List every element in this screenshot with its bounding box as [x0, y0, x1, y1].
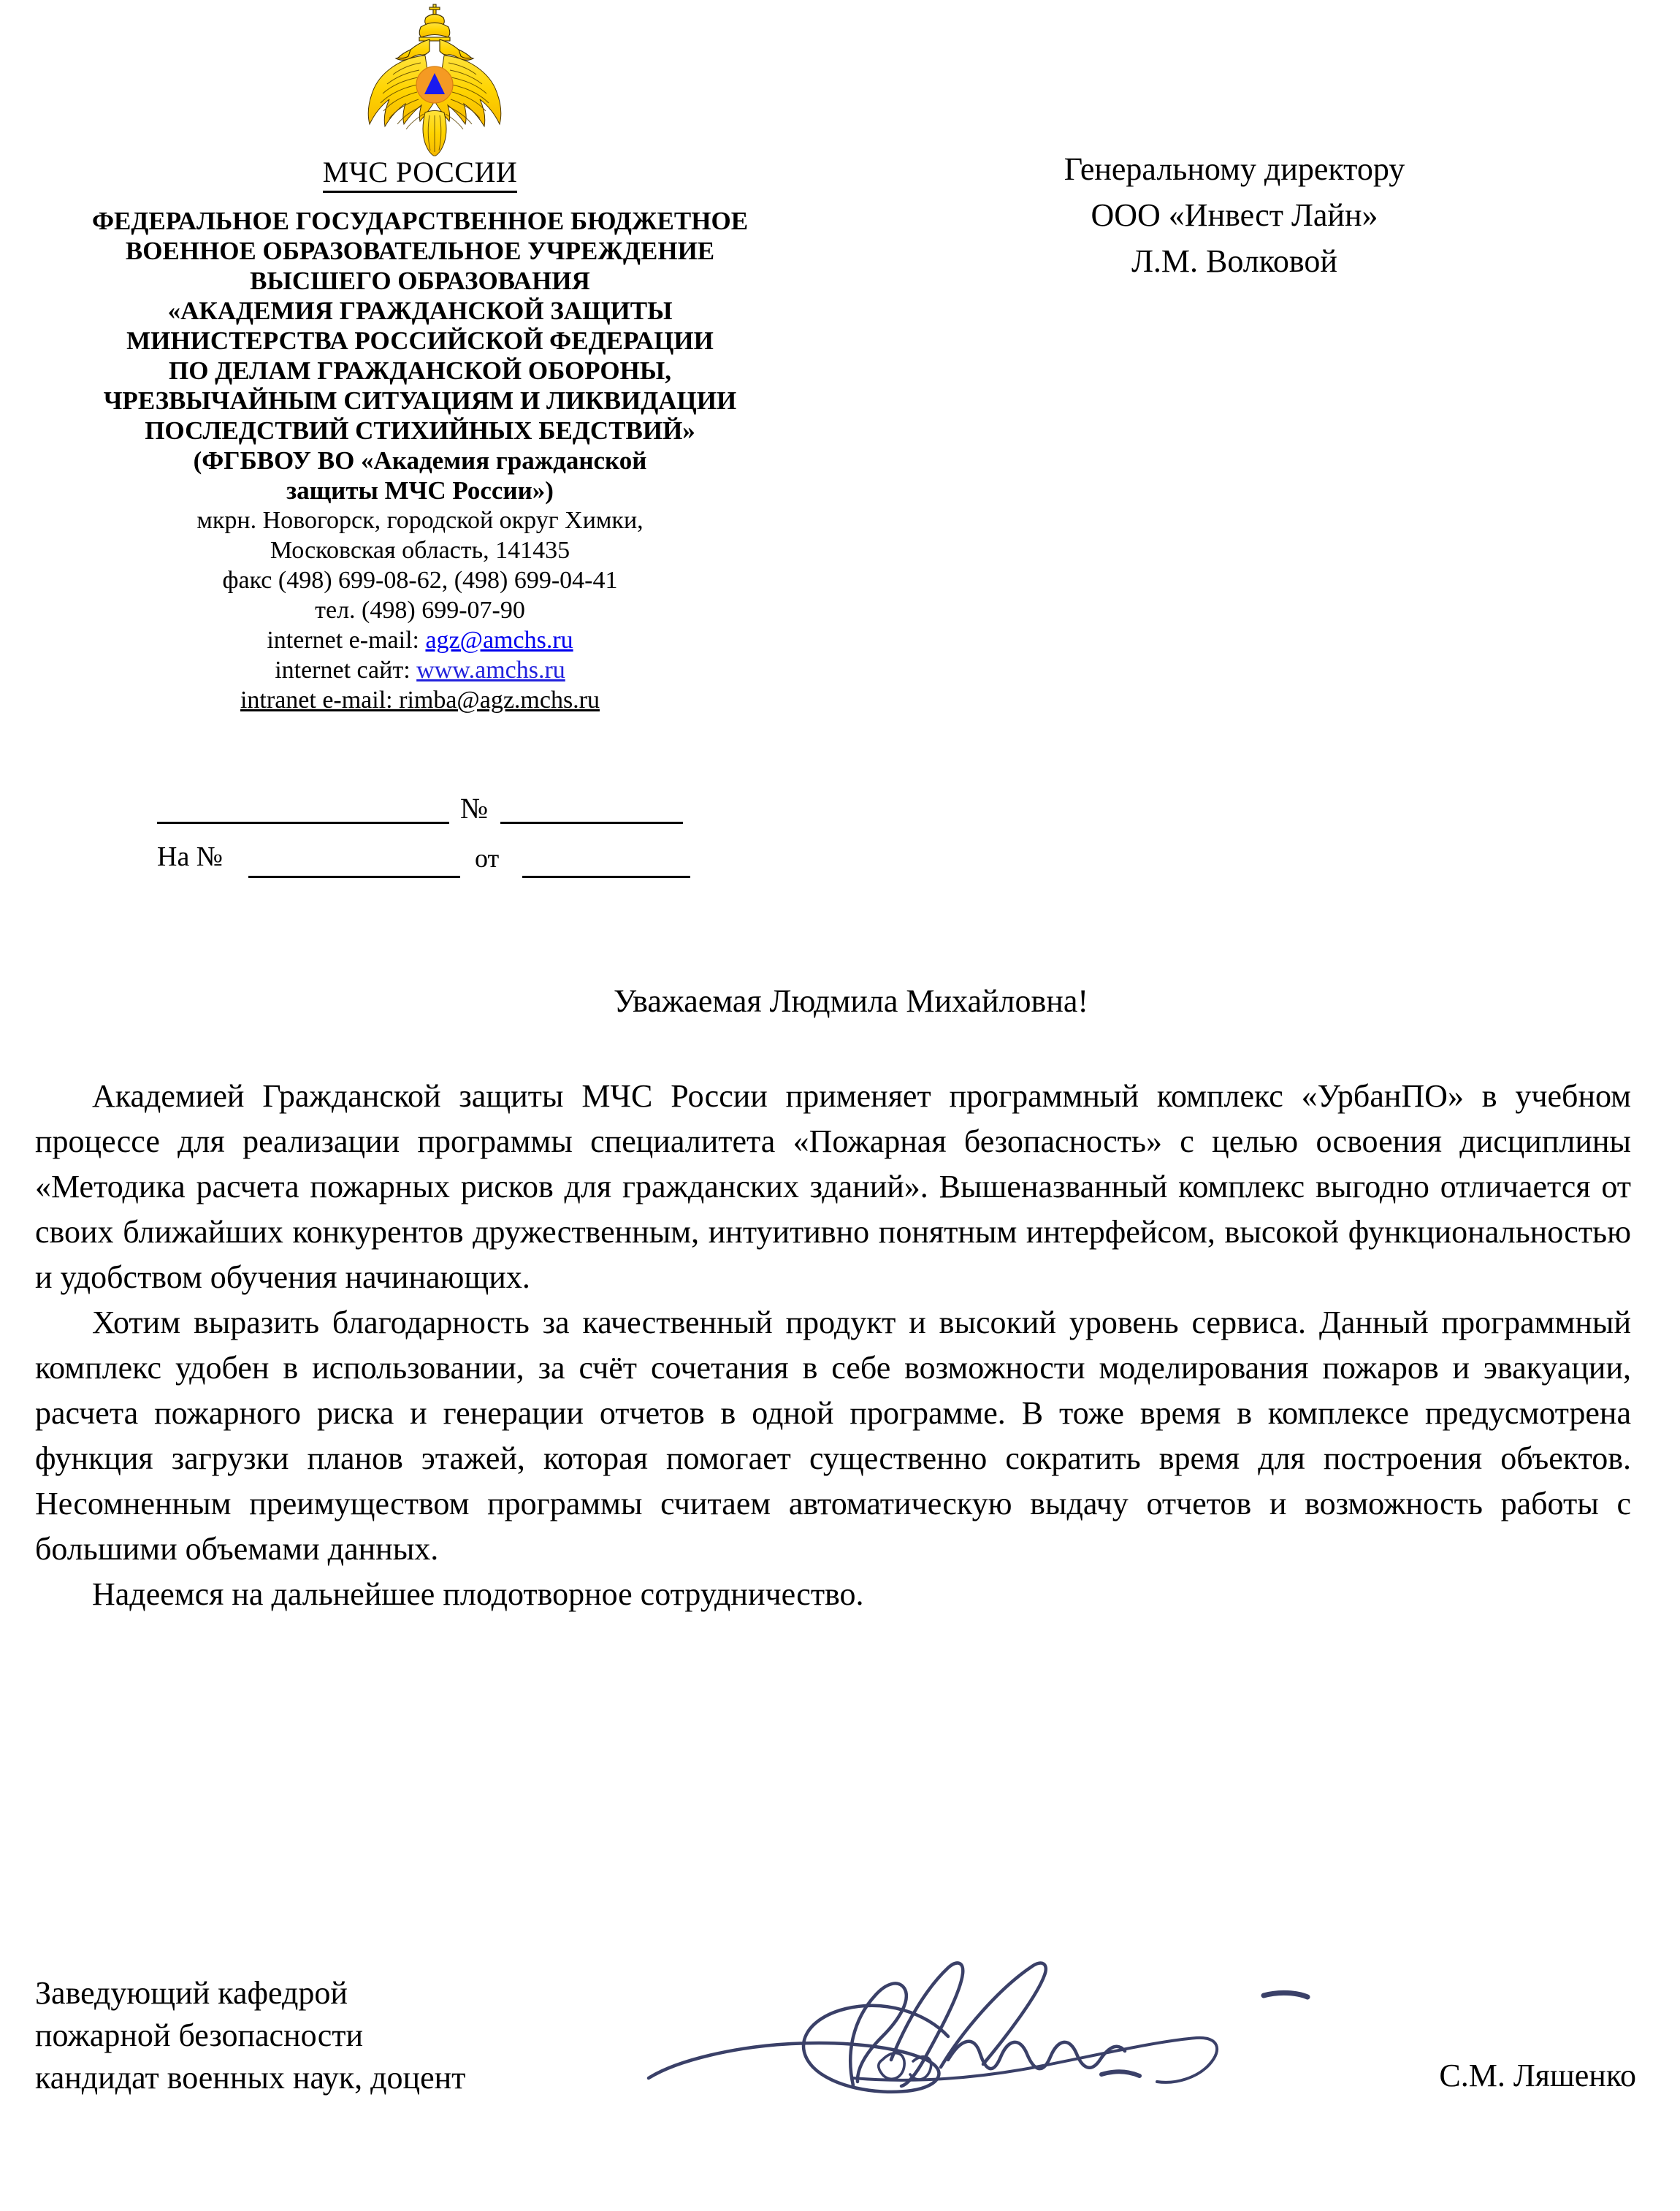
letterhead-line-10: защиты МЧС России») [286, 476, 554, 505]
reference-number-block [0, 793, 840, 879]
outgoing-date-rule[interactable] [157, 822, 449, 824]
intranet-email-text: intranet e-mail: rimba@agz.mchs.ru [240, 687, 600, 714]
letterhead-line-3: ВЫСШЕГО ОБРАЗОВАНИЯ [250, 267, 590, 295]
signature-icon [634, 1950, 1401, 2118]
org-short-title [0, 155, 840, 189]
website-line [15, 655, 825, 685]
letter-paragraph-1: Академией Гражданской защиты МЧС России применяет программный комплекс «УрбанПО» в учебном процессе для реализации программы специалитета «Пожарная безопасность» с целью освоения дисциплины «Методика расчета пожарных рисков для гражданских зданий». Вышеназванный комплекс выгодно отличается от своих ближайших конкурентов дружественным, интуитивно понятным интерфейсом, высокой функциональностью и удобством обучения начинающих. [35, 1078, 1631, 1295]
letter-body [35, 1074, 1631, 1617]
addressee-line-3: Л.М. Волковой [1131, 243, 1337, 279]
mchs-emblem [343, 3, 526, 156]
letterhead-line-4: «АКАДЕМИЯ ГРАЖДАНСКОЙ ЗАЩИТЫ [167, 297, 673, 325]
address-line-1: мкрн. Новогорск, городской округ Химки, [196, 507, 644, 534]
letterhead-line-5: МИНИСТЕРСТВА РОССИЙСКОЙ ФЕДЕРАЦИИ [126, 327, 714, 355]
letter-paragraph-2: Хотим выразить благодарность за качественный продукт и высокий уровень сервиса. Данный программный комплекс удобен в использовании, за счёт сочетания в себе возможности моделирования пожаров и эвакуации, расчета пожарного риска и генерации отчетов в одной программе. В тоже время в комплексе предусмотрена функция загрузки планов этажей, которая помогает существенно сократить время для построения объектов. Несомненным преимуществом программы считаем автоматическую выдачу отчетов и возможность работы с большими объемами данных. [35, 1305, 1631, 1567]
signer-title-line-1: Заведующий кафедрой [35, 1975, 348, 2011]
handwritten-signature [634, 1950, 1401, 2118]
letterhead-line-6: ПО ДЕЛАМ ГРАЖДАНСКОЙ ОБОРОНЫ, [168, 356, 671, 385]
letterhead-block [15, 206, 825, 715]
letterhead-line-8: ПОСЛЕДСТВИЙ СТИХИЙНЫХ БЕДСТВИЙ» [145, 416, 695, 445]
address-phone-line: тел. (498) 699-07-90 [315, 597, 525, 624]
signer-name: С.М. Ляшенко [1439, 2058, 1636, 2093]
outgoing-number-rule[interactable] [500, 822, 683, 824]
greeting-line [0, 982, 1680, 1020]
intranet-email-line [15, 685, 825, 715]
addressee-block [920, 146, 1549, 284]
outgoing-number-row [0, 793, 840, 833]
signer-title-line-2: пожарной безопасности [35, 2017, 364, 2053]
incoming-number-rule[interactable] [248, 876, 460, 878]
letterhead-line-7: ЧРЕЗВЫЧАЙНЫМ СИТУАЦИЯМ И ЛИКВИДАЦИИ [103, 386, 737, 415]
address-fax-line: факс (498) 699-08-62, (498) 699-04-41 [222, 567, 618, 594]
signer-title [35, 1972, 465, 2099]
date-prefix: от [475, 844, 500, 873]
address-line-2: Московская область, 141435 [270, 537, 570, 564]
email-label: internet e-mail: [267, 627, 426, 654]
addressee-line-2: ООО «Инвест Лайн» [1091, 197, 1378, 233]
reply-prefix: На № [157, 841, 224, 872]
letterhead-line-1: ФЕДЕРАЛЬНОЕ ГОСУДАРСТВЕННОЕ БЮДЖЕТНОЕ [91, 207, 749, 235]
signer-title-line-3: кандидат военных наук, доцент [35, 2060, 466, 2096]
incoming-number-row [0, 833, 840, 879]
signature-block [35, 1972, 1642, 2140]
double-headed-eagle-icon [343, 3, 526, 156]
org-short-title-text: МЧС РОССИИ [323, 156, 517, 193]
website-label: internet сайт: [275, 657, 417, 684]
number-symbol: № [460, 792, 489, 825]
letterhead-line-2: ВОЕННОЕ ОБРАЗОВАТЕЛЬНОЕ УЧРЕЖДЕНИЕ [125, 237, 715, 265]
email-link[interactable]: agz@amchs.ru [425, 627, 573, 654]
letter-paragraph-3: Надеемся на дальнейшее плодотворное сотрудничество. [92, 1576, 864, 1612]
incoming-date-rule[interactable] [522, 876, 690, 878]
letterhead-line-9: (ФГБВОУ ВО «Академия гражданской [193, 446, 647, 475]
addressee-line-1: Генеральному директору [1064, 151, 1405, 187]
email-line [15, 625, 825, 655]
greeting-text: Уважаемая Людмила Михайловна! [613, 983, 1089, 1019]
website-link[interactable]: www.amchs.ru [416, 657, 565, 684]
